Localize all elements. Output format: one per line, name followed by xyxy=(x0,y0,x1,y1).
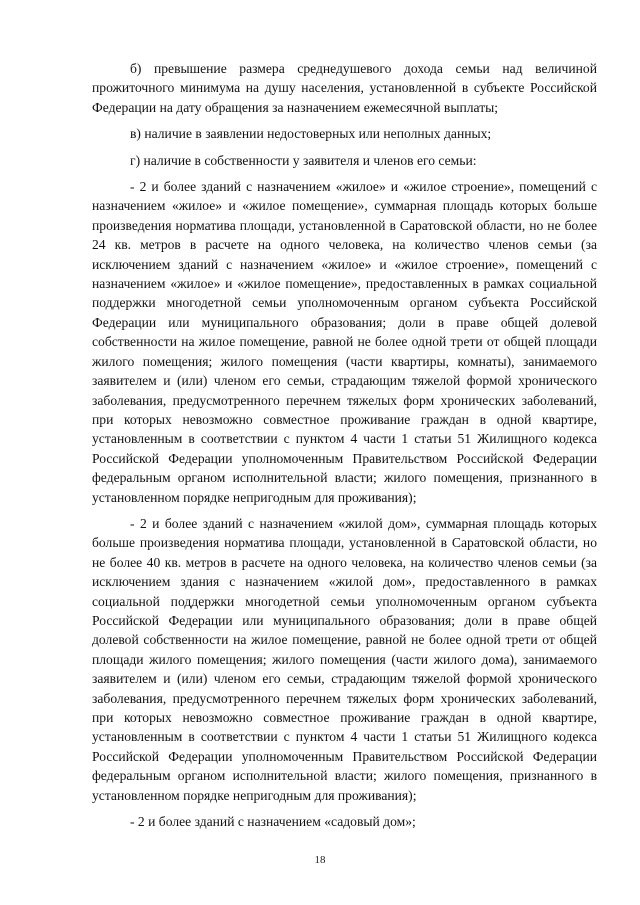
document-body xyxy=(92,59,597,838)
paragraph-property-ownership: г) наличие в собственности у заявителя и членов его семьи: xyxy=(130,152,477,168)
paragraph-invalid-data: в) наличие в заявлении недостоверных или неполных данных; xyxy=(130,126,492,142)
paragraph-garden-houses: - 2 и более зданий с назначением «садовый дом»; xyxy=(130,814,416,830)
paragraph-income-excess: б) превышение размера среднедушевого дохода семьи над величиной прожиточного минимума на душу населения, установленной в субъекте Российской Федерации на дату обращения за назначением ежемесячной выплаты; xyxy=(92,61,597,115)
paragraph-residential-buildings: - 2 и более зданий с назначением «жилое» и «жилое строение», помещений с назначением «жилое» и «жилое помещение», суммарная площадь которых больше произведения норматива площади, установленной в Саратовской области, но не более 24 кв. метров в расчете на одного человека, на количество членов семьи (за исключением зданий с назначением «жилое» и «жилое строение», помещений с назначением «жилое» и «жилое помещение», предоставленных в рамках социальной поддержки многодетной семьи уполномоченным органом субъекта Российской Федерации или муниципального образования; доли в праве общей долевой собственности на жилое помещение, равной не более одной трети от общей площади жилого помещения; жилого помещения (части квартиры, комнаты), занимаемого заявителем и (или) членом его семьи, страдающим тяжелой формой хронического заболевания, предусмотренного перечнем тяжелых форм хронических заболеваний, при которых невозможно совместное проживание граждан в одной квартире, установленным в соответствии с пунктом 4 части 1 статьи 51 Жилищного кодекса Российской Федерации уполномоченным Правительством Российской Федерации федеральным органом исполнительной власти; жилого помещения, признанного в установленном порядке непригодным для проживания); xyxy=(92,179,597,505)
page-number: 18 xyxy=(314,854,326,866)
paragraph-residential-houses: - 2 и более зданий с назначением «жилой дом», суммарная площадь которых больше произведения норматива площади, установленной в Саратовской области, но не более 40 кв. метров в расчете на одного человека, на количество членов семьи (за исключением здания с назначением «жилой дом», предоставленного в рамках социальной поддержки многодетной семьи уполномоченным органом субъекта Российской Федерации или муниципального образования; доли в праве общей долевой собственности на жилое помещение, равной не более одной трети от общей площади жилого помещения; жилого помещения (части жилого дома), занимаемого заявителем и (или) членом его семьи, страдающим тяжелой формой хронического заболевания, предусмотренного перечнем тяжелых форм хронических заболеваний, при которых невозможно совместное проживание граждан в одной квартире, установленным в соответствии с пунктом 4 части 1 статьи 51 Жилищного кодекса Российской Федерации уполномоченным Правительством Российской Федерации федеральным органом исполнительной власти; жилого помещения, признанного в установленном порядке непригодным для проживания); xyxy=(92,515,597,803)
